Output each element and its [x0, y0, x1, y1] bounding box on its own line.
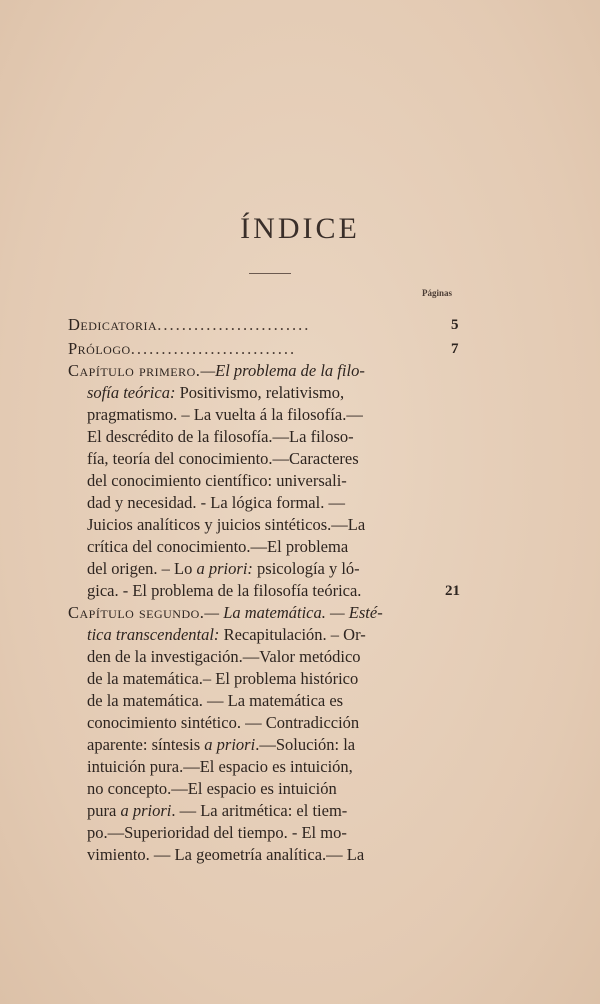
toc-line: po.—Superioridad del tiempo. - El mo-: [87, 823, 347, 842]
toc-line: pragmatismo. – La vuelta á la filosofía.—: [87, 405, 363, 424]
leader-dots: ...........................: [130, 339, 297, 358]
toc-line: fía, teoría del conocimiento.—Caracteres: [87, 449, 359, 468]
entry-title: Prólogo: [68, 339, 131, 358]
chapter-title: —El problema de la filo-: [200, 361, 365, 380]
toc-text: . — La aritmética: el tiem-: [171, 801, 348, 820]
toc-text: aparente: síntesis: [87, 735, 205, 754]
toc-line: vimiento. — La geometría analítica.— La: [87, 845, 365, 864]
chapter-title: — La matemática. — Esté-: [204, 603, 383, 622]
page-number: 7: [451, 341, 459, 357]
toc-line: Juicios analíticos y juicios sintéticos.—La: [87, 515, 366, 534]
toc-line: [87, 382, 344, 404]
pages-column-label: Páginas: [422, 288, 453, 298]
toc-text: pura: [87, 801, 121, 820]
toc-line: gica. - El problema de la filosofía teórica.: [87, 581, 362, 600]
toc-text: Positivismo, relativismo,: [175, 383, 345, 402]
toc-line: den de la investigación.—Valor metódico: [87, 647, 361, 666]
page-number: 21: [445, 583, 460, 599]
toc-text-italic: a priori: [120, 801, 172, 820]
toc-text-italic: a priori: [204, 735, 256, 754]
toc-line: intuición pura.—El espacio es intuición,: [87, 757, 353, 776]
toc-line: [87, 558, 360, 580]
toc-line: crítica del conocimiento.—El problema: [87, 537, 349, 556]
toc-line: no concepto.—El espacio es intuición: [87, 779, 337, 798]
toc-line: de la matemática. — La matemática es: [87, 691, 344, 710]
chapter-label: Capítulo segundo.: [68, 603, 205, 622]
toc-text: del origen. – Lo: [87, 559, 197, 578]
toc-text-italic: a priori:: [196, 559, 253, 578]
toc-line: de la matemática.– El problema histórico: [87, 669, 359, 688]
toc-line: [68, 602, 383, 624]
toc-line: del conocimiento científico: universali-: [87, 471, 347, 490]
toc-line: conocimiento sintético. — Contradicción: [87, 713, 360, 732]
toc-text: psicología y ló-: [252, 559, 360, 578]
leader-dots: .........................: [157, 315, 311, 334]
page-number: 5: [451, 317, 459, 333]
toc-line: [87, 624, 366, 646]
toc-entry-prologo: [68, 338, 296, 360]
toc-line: [87, 734, 355, 756]
toc-entry-dedicatoria: [68, 314, 310, 336]
entry-title: Dedicatoria: [68, 315, 158, 334]
toc-line: [87, 800, 347, 822]
chapter-title: sofía teórica:: [87, 383, 176, 402]
toc-text: .—Solución: la: [255, 735, 356, 754]
toc-text: Recapitulación. – Or-: [219, 625, 366, 644]
toc-line: El descrédito de la filosofía.—La filoso-: [87, 427, 354, 446]
toc-line: dad y necesidad. - La lógica formal. —: [87, 493, 345, 512]
chapter-label: Capítulo primero.: [68, 361, 201, 380]
index-heading: ÍNDICE: [240, 212, 360, 245]
heading-rule: [249, 273, 291, 274]
toc-line: [68, 360, 365, 382]
chapter-title: tica transcendental:: [87, 625, 220, 644]
